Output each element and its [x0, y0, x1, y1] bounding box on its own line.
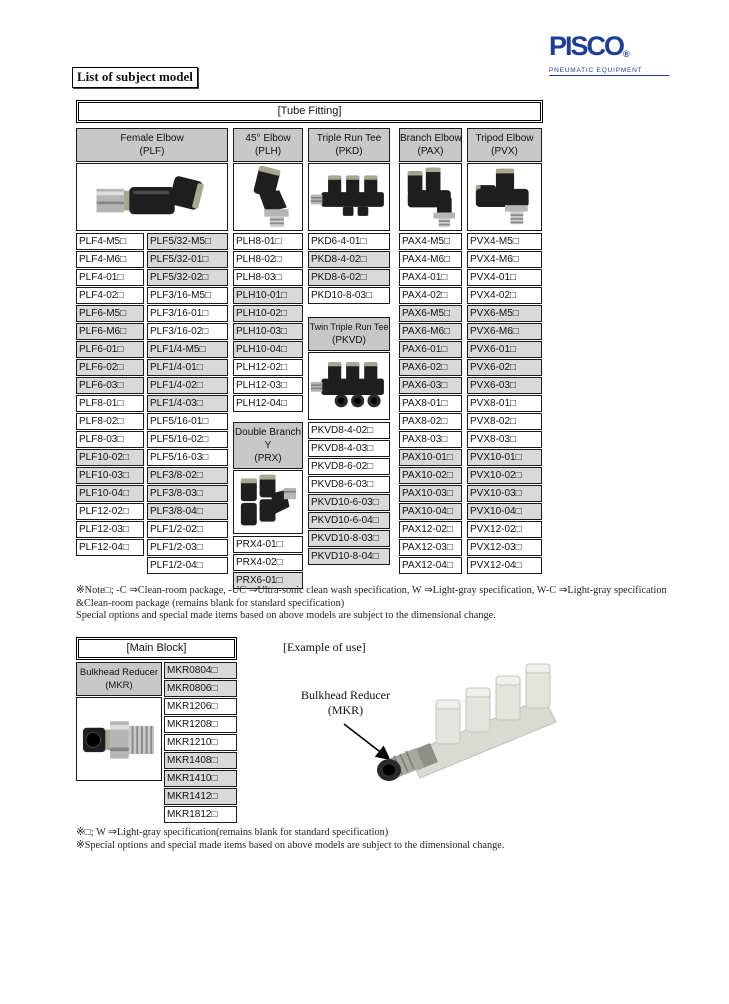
note-line: Special options and special made items based on above models are subject to the dimensional change. — [76, 610, 496, 621]
plf-model-col1 — [76, 233, 144, 575]
twin-triple-run-tee-photo — [308, 352, 390, 420]
model-cell: PKVD8-6-03□ — [308, 476, 390, 493]
model-cell: PVX6-M5□ — [467, 305, 542, 322]
model-cell: PKD10-8-03□ — [308, 287, 390, 304]
prx-header-code: (PRX) — [254, 453, 282, 464]
model-cell: PLF3/8-03□ — [147, 485, 228, 502]
model-cell: PAX10-02□ — [399, 467, 462, 484]
prx-header — [233, 422, 303, 469]
model-cell: PVX8-02□ — [467, 413, 542, 430]
model-cell: PLF3/16-02□ — [147, 323, 228, 340]
example-label-name: Bulkhead Reducer — [301, 688, 390, 702]
plh-header-name: 45° Elbow — [245, 133, 291, 144]
model-cell: PVX12-03□ — [467, 539, 542, 556]
model-cell: PLF10-02□ — [76, 449, 144, 466]
model-cell: PLF6-01□ — [76, 341, 144, 358]
model-cell: PLH10-03□ — [233, 323, 303, 340]
page-title: List of subject model — [72, 67, 198, 88]
model-cell: PAX4-M6□ — [399, 251, 462, 268]
model-cell: PAX12-04□ — [399, 557, 462, 574]
mkr-header-code: (MKR) — [105, 680, 133, 691]
model-cell: MKR1412□ — [164, 788, 237, 805]
model-cell: PVX8-03□ — [467, 431, 542, 448]
model-cell: PAX6-01□ — [399, 341, 462, 358]
note-line: ※□; W ⇒Light-gray specification(remains blank for standard specification) — [76, 827, 389, 838]
pkd-block — [308, 128, 390, 566]
model-cell: PVX10-03□ — [467, 485, 542, 502]
model-cell: PLF3/8-04□ — [147, 503, 228, 520]
note-line: &Clean-room package (remains blank for standard specification) — [76, 597, 345, 609]
model-cell: PLF1/4-01□ — [147, 359, 228, 376]
mkr-header — [76, 662, 162, 696]
model-cell: PKVD8-6-02□ — [308, 458, 390, 475]
pkvd-header-name: Twin Triple Run Tee — [309, 322, 389, 332]
spacer — [308, 305, 390, 317]
model-cell: PKD8-4-02□ — [308, 251, 390, 268]
model-cell: PKVD8-4-02□ — [308, 422, 390, 439]
model-cell: PAX6-M6□ — [399, 323, 462, 340]
model-cell: PLF5/16-03□ — [147, 449, 228, 466]
model-cell: PLF1/2-03□ — [147, 539, 228, 556]
pisco-logo-tagline: PNEUMATIC EQUIPMENT — [549, 67, 669, 76]
model-cell: PLH8-02□ — [233, 251, 303, 268]
model-cell: PVX12-04□ — [467, 557, 542, 574]
model-cell: PLF4-M5□ — [76, 233, 144, 250]
pvx-header — [467, 128, 542, 162]
model-cell: PLH12-02□ — [233, 359, 303, 376]
model-cell: PVX4-M5□ — [467, 233, 542, 250]
model-cell: PLF6-02□ — [76, 359, 144, 376]
model-cell: MKR0804□ — [164, 662, 237, 679]
example-of-use-title: [Example of use] — [283, 640, 366, 654]
pkd-header-code: (PKD) — [335, 146, 363, 157]
tube-fitting-table — [76, 100, 543, 586]
pax-model-col — [399, 233, 462, 575]
model-cell: PKD6-4-01□ — [308, 233, 390, 250]
tube-fitting-title: [Tube Fitting] — [76, 100, 543, 123]
model-cell: PVX10-02□ — [467, 467, 542, 484]
model-cell: PLF5/32-01□ — [147, 251, 228, 268]
model-cell: PLH10-01□ — [233, 287, 303, 304]
pkvd-header — [308, 317, 390, 351]
pax-header — [399, 128, 462, 162]
model-cell: PAX12-02□ — [399, 521, 462, 538]
model-cell: PLF8-02□ — [76, 413, 144, 430]
model-cell: PKVD10-6-03□ — [308, 494, 390, 511]
note-line: ※Note□; -C ⇒Clean-room package, -UC ⇒Ultra-sonic clean wash specification, W ⇒Light-gray specification, W-C ⇒Light-gray specification — [76, 585, 667, 596]
pvx-header-code: (PVX) — [491, 146, 518, 157]
plh-model-col — [233, 233, 303, 413]
model-cell: MKR1206□ — [164, 698, 237, 715]
model-cell: PVX6-M6□ — [467, 323, 542, 340]
model-cell: PRX4-01□ — [233, 536, 303, 553]
plf-model-col2 — [147, 233, 228, 575]
manifold-assembly-photo — [358, 648, 570, 800]
model-cell: MKR0806□ — [164, 680, 237, 697]
prx-header-name2: Y — [264, 440, 272, 451]
registered-mark: ® — [623, 49, 630, 59]
model-cell: PLF6-M5□ — [76, 305, 144, 322]
model-cell: PLF4-M6□ — [76, 251, 144, 268]
plf-block — [76, 128, 228, 575]
plf-header-code: (PLF) — [139, 146, 165, 157]
plf-model-columns — [76, 233, 228, 575]
model-cell: PKD8-6-02□ — [308, 269, 390, 286]
model-cell: PLF1/4-M5□ — [147, 341, 228, 358]
model-cell: PAX4-02□ — [399, 287, 462, 304]
pax-block — [399, 128, 462, 575]
prx-model-col — [233, 536, 303, 590]
model-cell: PVX8-01□ — [467, 395, 542, 412]
model-cell: PKVD10-8-04□ — [308, 548, 390, 565]
model-cell: PLF8-03□ — [76, 431, 144, 448]
pkd-model-col — [308, 233, 390, 305]
model-cell: MKR1210□ — [164, 734, 237, 751]
triple-run-tee-photo — [308, 163, 390, 231]
model-cell: PVX6-02□ — [467, 359, 542, 376]
tube-fitting-notes — [76, 585, 667, 623]
model-cell: PLF4-02□ — [76, 287, 144, 304]
model-cell: PVX4-M6□ — [467, 251, 542, 268]
pvx-model-col — [467, 233, 542, 575]
model-cell: PVX10-01□ — [467, 449, 542, 466]
model-cell: PLH10-02□ — [233, 305, 303, 322]
model-cell: PVX10-04□ — [467, 503, 542, 520]
plh-header-code: (PLH) — [254, 146, 282, 157]
main-block-body — [76, 662, 237, 824]
pvx-block — [467, 128, 542, 575]
prx-header-name1: Double Branch — [234, 427, 302, 438]
model-cell: PVX6-03□ — [467, 377, 542, 394]
model-cell: PLF8-01□ — [76, 395, 144, 412]
model-cell: PVX4-01□ — [467, 269, 542, 286]
pax-header-name: Branch Elbow — [400, 133, 462, 144]
model-cell: PLF5/16-01□ — [147, 413, 228, 430]
model-cell: PRX6-01□ — [233, 572, 303, 589]
model-cell: PAX8-02□ — [399, 413, 462, 430]
double-branch-y-photo — [233, 470, 303, 534]
model-cell: PAX8-01□ — [399, 395, 462, 412]
model-cell: PLF1/2-04□ — [147, 557, 228, 574]
model-cell: PAX4-01□ — [399, 269, 462, 286]
plh-block — [233, 128, 303, 590]
model-cell: PLF5/32-02□ — [147, 269, 228, 286]
45deg-elbow-photo — [233, 163, 303, 231]
model-cell: MKR1208□ — [164, 716, 237, 733]
model-cell: PLF10-03□ — [76, 467, 144, 484]
model-cell: PAX4-M5□ — [399, 233, 462, 250]
pax-header-code: (PAX) — [417, 146, 444, 157]
main-block-item — [76, 662, 162, 824]
pisco-logo-text: PISCO® — [549, 31, 630, 61]
model-cell: PAX8-03□ — [399, 431, 462, 448]
spacer — [233, 413, 303, 422]
model-cell: PAX10-03□ — [399, 485, 462, 502]
model-cell: PLF3/16-01□ — [147, 305, 228, 322]
model-cell: PLH8-03□ — [233, 269, 303, 286]
tripod-elbow-photo — [467, 163, 542, 231]
main-block-notes — [76, 827, 504, 852]
model-cell: PLF3/16-M5□ — [147, 287, 228, 304]
model-cell: PAX6-02□ — [399, 359, 462, 376]
model-cell: PLF5/16-02□ — [147, 431, 228, 448]
model-cell: PAX10-04□ — [399, 503, 462, 520]
note-line: ※Special options and special made items based on above models are subject to the dimensional change. — [76, 839, 505, 851]
pisco-logo — [549, 31, 669, 76]
model-cell: PAX10-01□ — [399, 449, 462, 466]
model-cell: PLH8-01□ — [233, 233, 303, 250]
model-cell: PLF10-04□ — [76, 485, 144, 502]
model-cell: PLF4-01□ — [76, 269, 144, 286]
model-cell: PAX12-03□ — [399, 539, 462, 556]
model-cell: PLF1/4-03□ — [147, 395, 228, 412]
model-cell: PLH10-04□ — [233, 341, 303, 358]
model-cell: PLF12-02□ — [76, 503, 144, 520]
pkd-header — [308, 128, 390, 162]
pvx-header-name: Tripod Elbow — [475, 133, 534, 144]
model-cell: PRX4-02□ — [233, 554, 303, 571]
model-cell: PKVD8-4-03□ — [308, 440, 390, 457]
plf-header-name: Female Elbow — [120, 133, 184, 144]
model-cell: MKR1410□ — [164, 770, 237, 787]
model-cell: PLF6-03□ — [76, 377, 144, 394]
plh-header — [233, 128, 303, 162]
main-block-title: [Main Block] — [76, 637, 237, 660]
model-cell: PLF3/8-02□ — [147, 467, 228, 484]
model-cell: PVX12-02□ — [467, 521, 542, 538]
model-cell: PLH12-04□ — [233, 395, 303, 412]
bulkhead-reducer-photo — [76, 697, 162, 781]
pkvd-model-col — [308, 422, 390, 566]
model-cell: PLF1/2-02□ — [147, 521, 228, 538]
model-cell: PAX6-03□ — [399, 377, 462, 394]
mkr-header-name: Bulkhead Reducer — [79, 667, 159, 678]
mkr-model-col — [164, 662, 237, 824]
model-cell: MKR1812□ — [164, 806, 237, 823]
branch-elbow-photo — [399, 163, 462, 231]
model-cell: PLF12-04□ — [76, 539, 144, 556]
model-cell: PLF6-M6□ — [76, 323, 144, 340]
model-cell: PLF5/32-M5□ — [147, 233, 228, 250]
model-cell: PAX6-M5□ — [399, 305, 462, 322]
female-elbow-photo — [76, 163, 228, 231]
model-cell: PKVD10-6-04□ — [308, 512, 390, 529]
pkvd-header-code: (PKVD) — [332, 335, 366, 346]
model-cell: PLH12-03□ — [233, 377, 303, 394]
example-label-code: (MKR) — [327, 703, 364, 717]
model-cell: PVX6-01□ — [467, 341, 542, 358]
model-cell: MKR1408□ — [164, 752, 237, 769]
model-cell: PKVD10-8-03□ — [308, 530, 390, 547]
plf-header — [76, 128, 228, 162]
main-block-table — [76, 637, 237, 824]
model-cell: PVX4-02□ — [467, 287, 542, 304]
pkd-header-name: Triple Run Tee — [316, 133, 382, 144]
model-cell: PLF12-03□ — [76, 521, 144, 538]
model-cell: PLF1/4-02□ — [147, 377, 228, 394]
